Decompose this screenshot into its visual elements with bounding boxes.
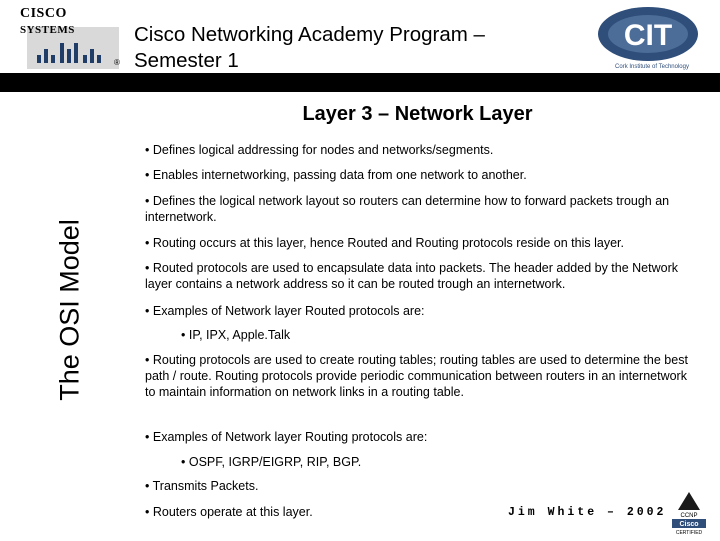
bullet-text: Examples of Network layer Routing protocols are: [152,430,428,444]
slide-header [0,0,720,75]
bullet-item [145,235,695,251]
bullet-item [145,193,695,225]
bullet-text: Examples of Network layer Routed protocols are: [152,304,425,318]
cisco-wordmark-cisco: CISCO [20,6,67,21]
bullet-item [145,303,695,319]
cisco-systems-logo [10,6,122,68]
bullet-text: OSPF, IGRP/EIGRP, RIP, BGP. [188,455,362,469]
bullet-item [145,142,695,158]
registered-mark: ® [114,58,120,67]
side-title-text: The OSI Model [54,219,85,401]
bullet-item [145,352,695,400]
ccnp-logo-certified: CERTIFIED [675,530,703,536]
bullet-text: Defines logical addressing for nodes and networks/segments. [152,143,494,157]
ccnp-logo-cisco: Cisco [679,521,699,528]
cit-logo-text: CIT [623,19,673,52]
cisco-systems-wordmark [20,6,122,38]
bullet-glyph: • [145,505,150,519]
ccnp-badge-icon [666,490,712,536]
bullet-text: Routed protocols are used to encapsulate data into packets. The header added by the Network layer contains a network address so it can be routed trough an internetwork. [145,261,678,291]
bullet-text: Transmits Packets. [152,479,259,493]
bullet-glyph: • [145,236,150,250]
ccnp-certified-logo [666,490,712,536]
bullet-text: Routing protocols are used to create routing tables; routing tables are used to determine the best path / route. Routing protocols provide periodic communication between routers in an internetwork to maintain information on network links in a routing table. [145,353,688,399]
bullet-item [145,260,695,292]
program-title: Cisco Networking Academy Program – Semester 1 [134,23,485,72]
cit-logo-tagline: Cork Institute of Technology [615,64,689,70]
bullet-text: Routers operate at this layer. [152,505,313,519]
cit-logo [592,4,712,70]
sub-bullet-item [181,454,720,470]
bullet-glyph: • [145,261,150,275]
author-signature: Jim White – 2002 [508,506,667,519]
bullet-glyph: • [145,479,150,493]
bullet-item [145,167,695,183]
bullet-glyph: • [145,304,150,318]
bullet-glyph: • [145,143,150,157]
sub-bullet-item [181,327,720,343]
ccnp-logo-text: CCNP [680,513,698,519]
slide-title: Layer 3 – Network Layer [302,103,533,125]
side-title [20,180,120,440]
cit-logo-icon [592,4,712,70]
bullet-text: IP, IPX, Apple.Talk [188,328,291,342]
bullet-glyph: • [181,328,186,342]
cisco-wordmark-systems: SYSTEMS [20,24,75,36]
bullet-text: Defines the logical network layout so routers can determine how to forward packets trough an internetwork. [145,194,670,224]
bullet-text: Enables internetworking, passing data from one network to another. [152,168,527,182]
bullet-item [145,429,695,445]
bullet-glyph: • [145,353,150,367]
bullet-glyph: • [181,455,186,469]
bullet-item [145,478,695,494]
bullet-glyph: • [145,430,150,444]
bullet-glyph: • [145,168,150,182]
bullet-glyph: • [145,194,150,208]
header-rule [0,73,720,92]
bullet-text: Routing occurs at this layer, hence Routed and Routing protocols reside on this layer. [152,236,624,250]
